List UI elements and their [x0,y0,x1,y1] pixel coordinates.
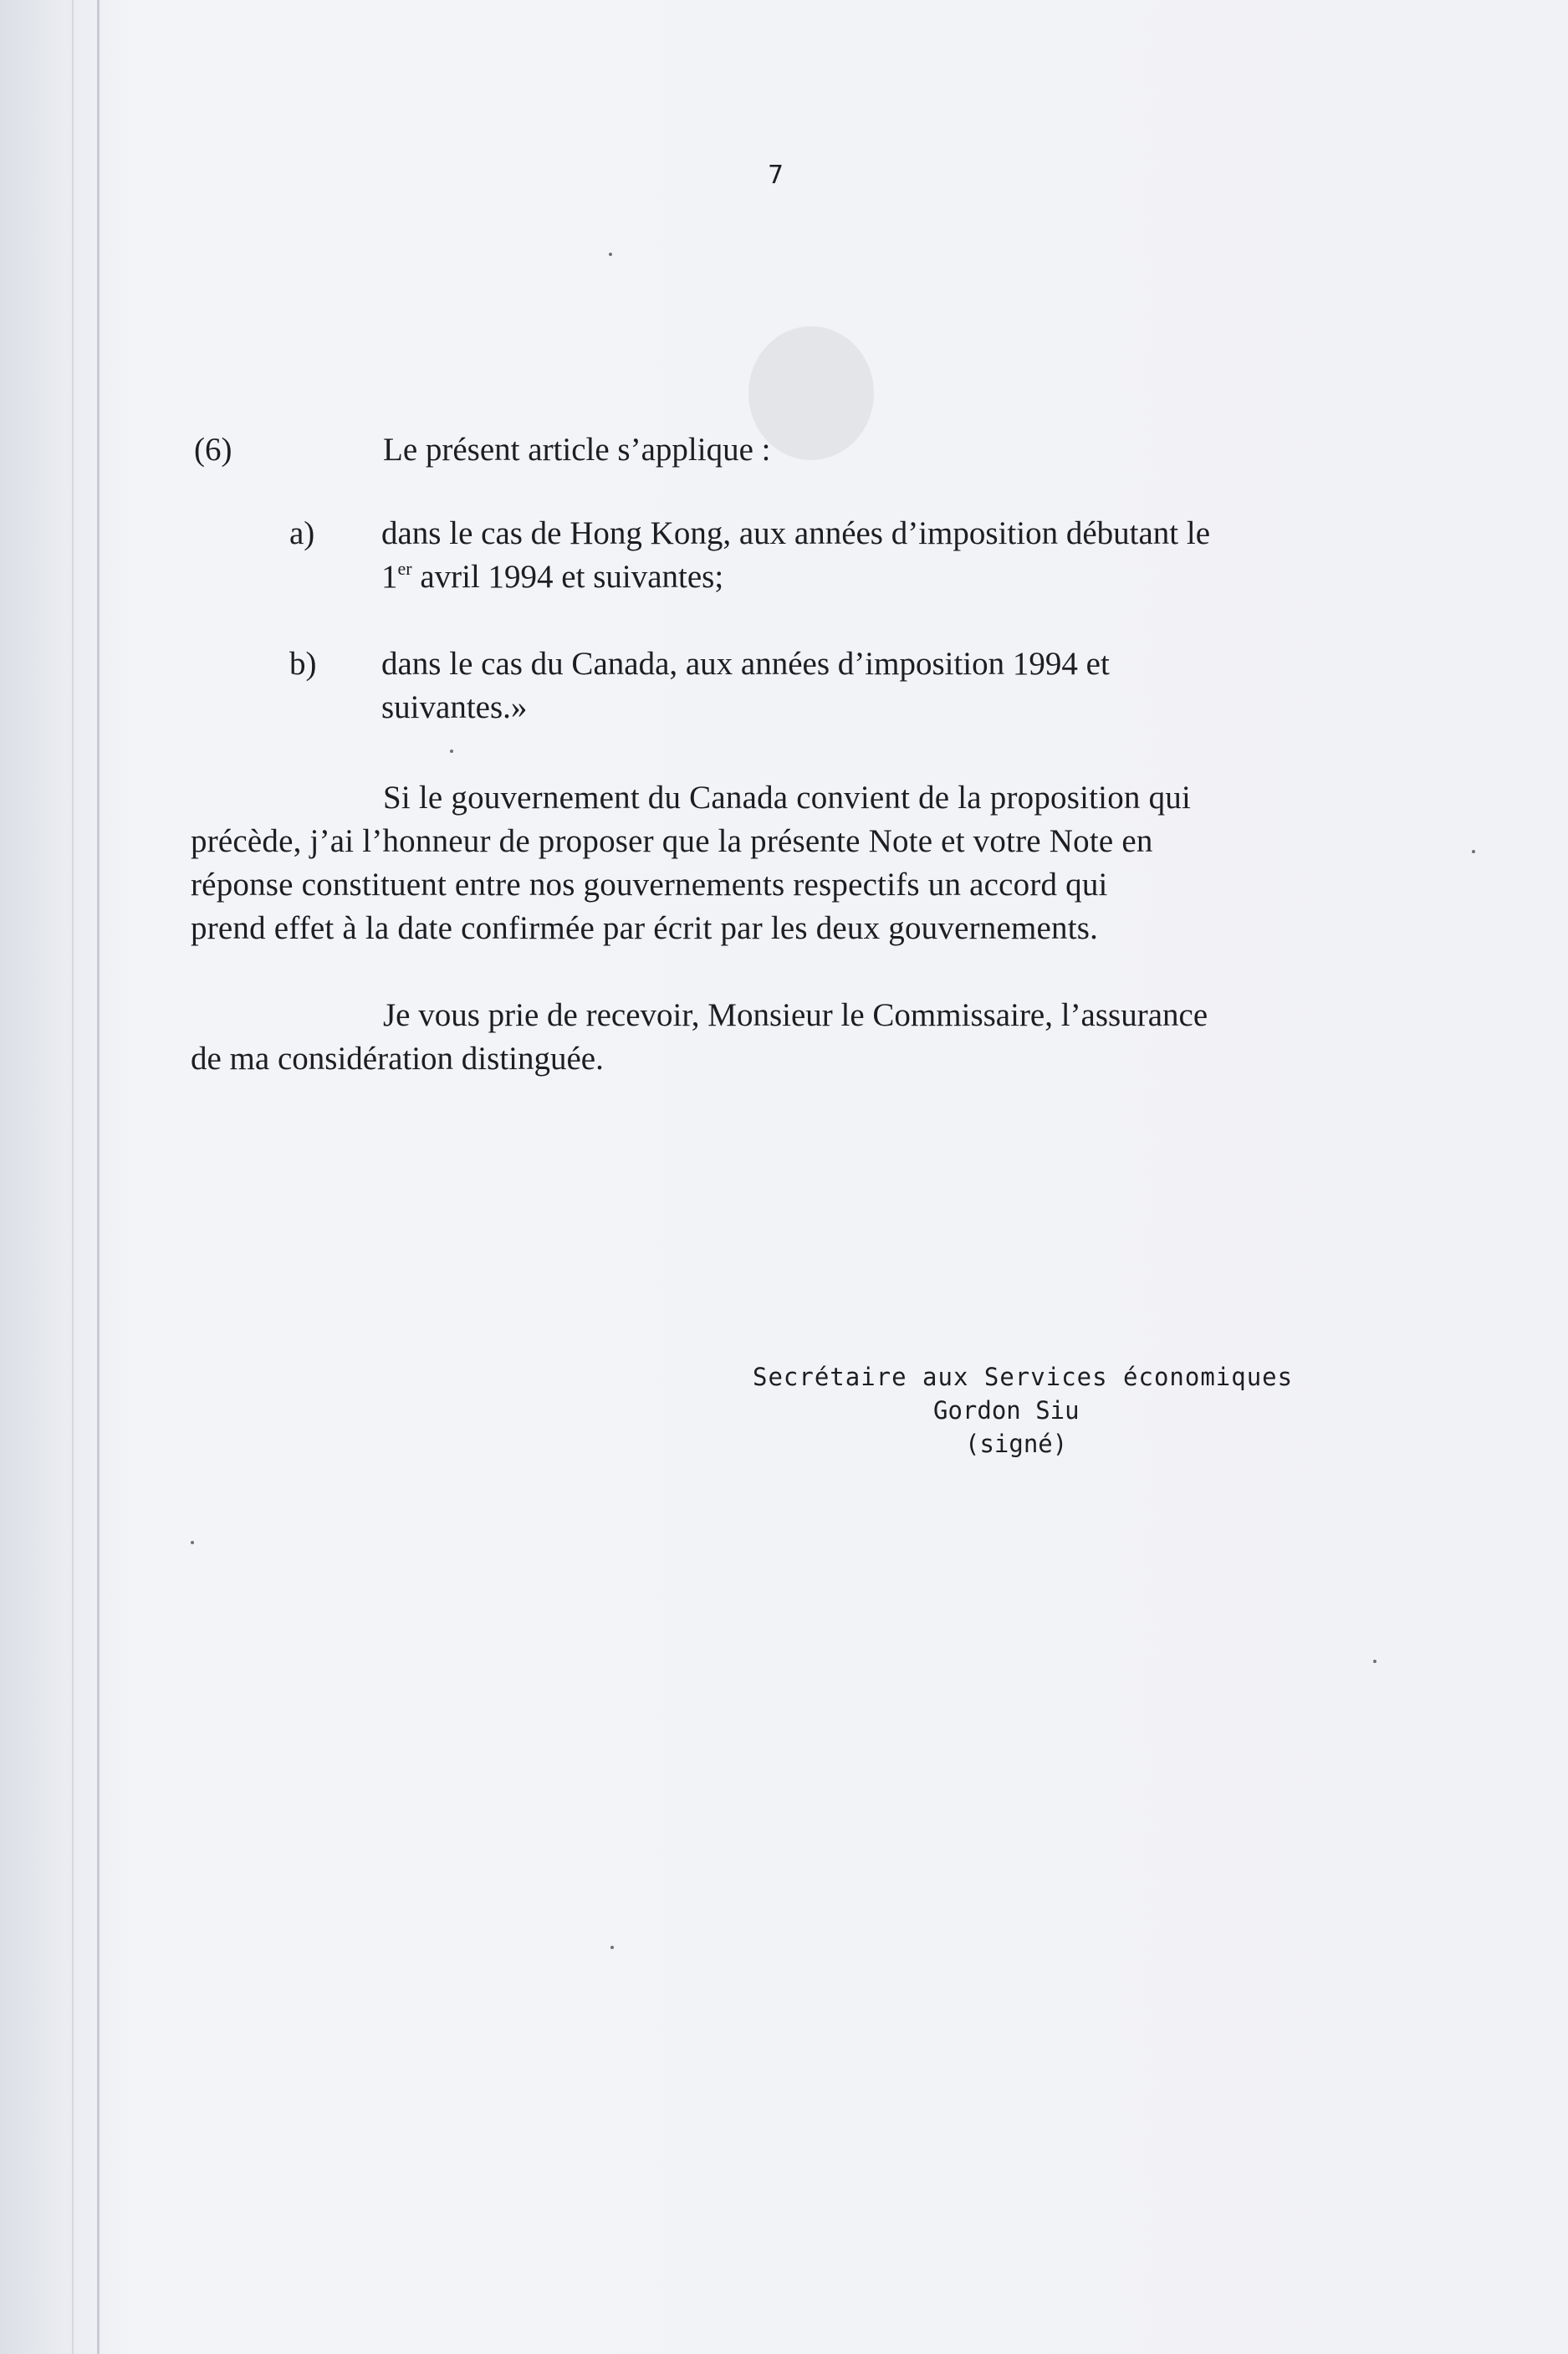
article-number: (6) [194,432,232,468]
item-a-date-rest: avril 1994 et suivantes; [411,559,724,595]
item-a-line2 [381,555,1210,599]
item-b-line2: suivantes.» [381,689,528,725]
item-a-label: a) [289,515,315,551]
paragraph-line: réponse constituent entre nos gouvernements respectifs un accord qui [191,867,1108,903]
signature-name: Gordon Siu [933,1396,1080,1425]
paper-speck [609,253,612,256]
article-heading: Le présent article s’applique : [383,432,771,468]
paper-speck [1472,850,1475,853]
signature-title: Secrétaire aux Services économiques [753,1363,1294,1391]
item-a-day: 1 [381,559,398,595]
paper-speck [450,750,453,753]
signature-note: (signé) [965,1430,1068,1458]
binding-edge [97,0,100,2354]
page-number: 7 [768,161,784,190]
item-b-label: b) [289,646,317,682]
item-b-text [381,642,1110,729]
item-a-superscript: er [397,558,412,579]
paragraph-line: prend effet à la date confirmée par écrit par les deux gouvernements. [191,910,1099,946]
paragraph-line: Si le gouvernement du Canada convient de la proposition qui [383,780,1192,816]
binding-shadow [72,0,74,2354]
paper-speck [1373,1660,1376,1663]
item-a-line1: dans le cas de Hong Kong, aux années d’imposition débutant le [381,515,1211,551]
paragraph-closing [191,994,1208,1081]
paper-speck [610,1946,614,1949]
item-a-text [381,512,1210,599]
paragraph-line: de ma considération distinguée. [191,1041,604,1077]
paragraph-proposal [191,776,1191,950]
item-b-line1: dans le cas du Canada, aux années d’imposition 1994 et [381,646,1110,682]
paper-speck [191,1541,194,1544]
paragraph-line: précède, j’ai l’honneur de proposer que la présente Note et votre Note en [191,823,1153,859]
paragraph-line: Je vous prie de recevoir, Monsieur le Commissaire, l’assurance [383,997,1208,1033]
